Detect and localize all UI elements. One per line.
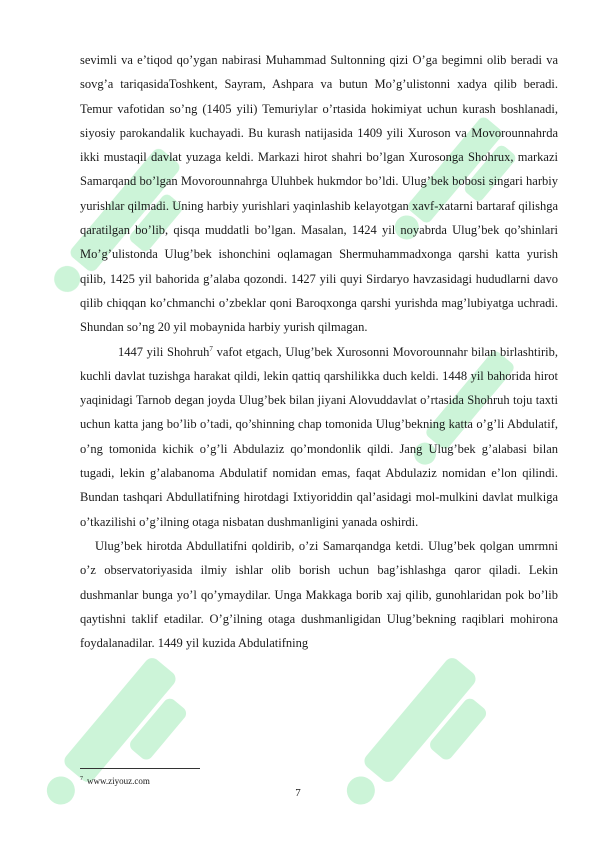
footnote [80,773,150,787]
paragraph-3 [80,534,558,655]
watermark-logo-lower-left [38,655,202,832]
page-body [80,48,558,655]
footnote-divider [80,768,200,769]
paragraph-1-text: sevimli va e’tiqod qo’ygan nabirasi Muhammad Sultonning qizi O’ga begimni olib beradi va sovg’a tariqasidaToshkent, Sayram, Ashpara va butun Mo’g’ulistonni xadya qilib beradi. Temur vafotidan so’ng (1405 yili) Temuriylar o’rtasida hokimiyat uchun kurash boshlanadi, siyosiy parokandalik kuchayadi. Bu kurash natijasida 1409 yili Xuroson va Movorounnahrda ikki mustaqil davlat yuzaga keldi. Markazi hirot shahri bo’lgan Xurosonga Shohrux, markazi Samarqand bo’lgan Movorounnahrga Uluhbek hukmdor bo’ldi. Ulug’bek bobosi singari harbiy yurishlar qilmadi. Uning harbiy yurishlari yaqinlashib kelayotgan xavf-xatarni bartaraf qilishga qaratilgan bo’lib, qisqa muddatli bo’lgan. Masalan, 1424 yil noyabrda Ulug’bek qo’shinlari Mo’g’ulistonda Ulug’bek ishonchini oqlamagan Shermuhammadxonga qarshi katta yurish qilib, 1425 yil bahorida g’alaba qozondi. 1427 yili quyi Sirdaryo havzasidagi hududlarni davo qilib chiqqan ko’chmanchi o’zbeklar qoni Baroqxonga qarshi yurishda mag’lubiyatga uchradi. Shundan so’ng 20 yil mobaynida harbiy yurish qilmagan. [80,53,558,335]
watermark-logo-lower-right [338,655,502,832]
paragraph-1 [80,48,558,340]
paragraph-3-text: Ulug’bek hirotda Abdullatifni qoldirib, o’zi Samarqandga ketdi. Ulug’bek qolgan umrmni o’z observatoriyasida ilmiy ishlar olib borish uchun bag’ishlashga qaror qiladi. Lekin dushmanlar bunga yo’l qo’ymaydilar. Unga Makkaga borib xaj qilib, gunohlaridan pok bo’lib qaytishni taklif etadilar. O’g’ilning otaga dushmanligidan Ulug’bekning raqiblari mohirona foydalanadilar. 1449 yil kuzida Abdulatifning [80,538,558,651]
paragraph-2 [80,340,558,534]
paragraph-2-text-before-note: 1447 yili Shohruh [118,344,210,359]
footnote-reference[interactable]: 7 [209,344,213,353]
paragraph-2-text-after-note: vafot etgach, Ulug’bek Xurosonni Movorounnahr bilan birlashtirib, kuchli davlat tuzishga harakat qildi, lekin qattiq qarshilikka duch keldi. 1448 yil bahorida hirot yaqinidagi Tarnob degan joyda Ulug’bek bilan jiyani Alovuddavlat o’rtasida Shohruh toju taxti uchun katta jang bo’lib o’tadi, qo’shinning chap tomonida Ulug’bekning katta o’g’li Abdulatif, o’ng tomonida kichik o’g’li Abdulaziz qo’mondonlik qildi. Jang Ulug’bek g’alabasi bilan tugadi, lekin g’alabanoma Abdulatif nomidan emas, faqat Abdulaziz nomidan e’lon qilindi. Bundan tashqari Abdullatifning hirotdagi Ixtiyoriddin qal’asidagi mol-mulkini davlat mulkiga o’tkazilishi o’g’ilning otaga nisbatan dushmanligini yanada oshirdi. [80,344,558,529]
footnote-link[interactable]: www.ziyouz.com [87,776,150,786]
page-number: 7 [295,787,301,799]
footnote-number: 7 [80,776,83,782]
